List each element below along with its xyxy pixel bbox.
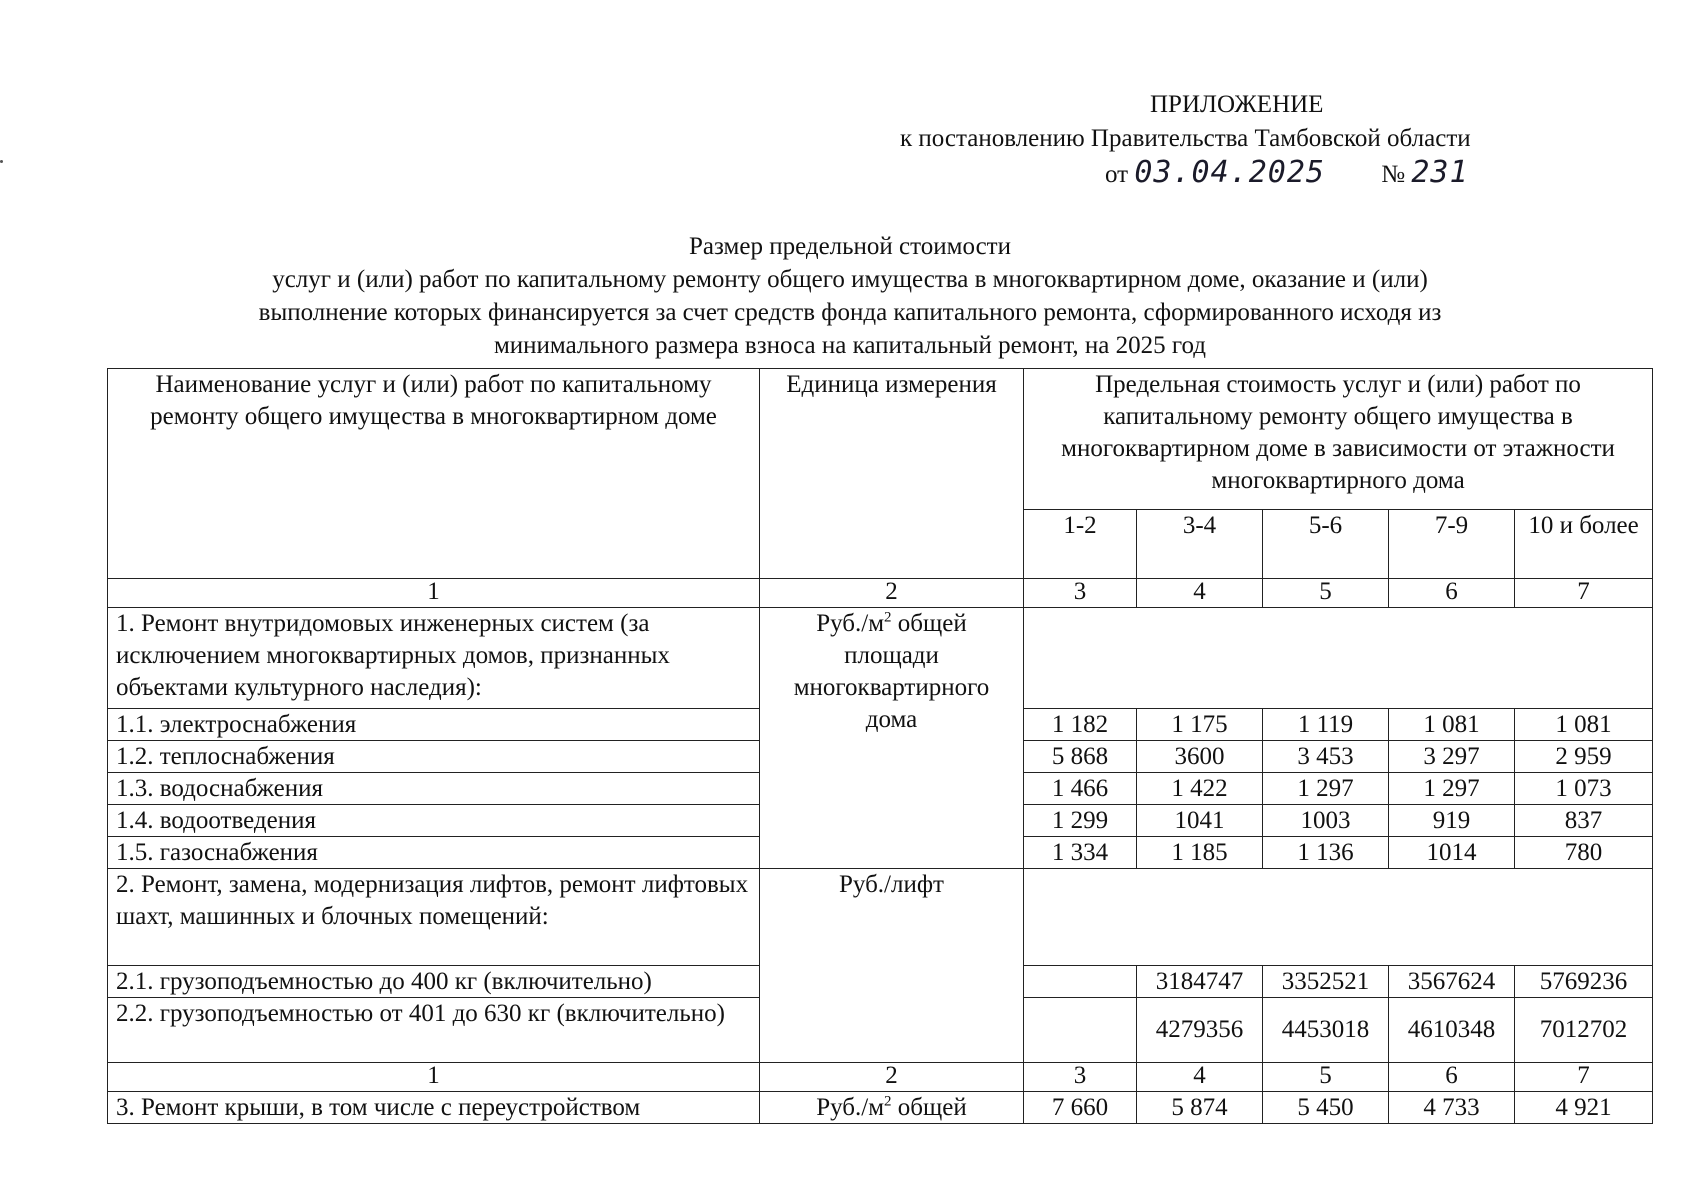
column-index: 3 <box>1024 1063 1137 1092</box>
number-prefix: № <box>1381 161 1406 188</box>
handwritten-number: 231 <box>1411 155 1469 190</box>
column-index: 7 <box>1515 579 1653 608</box>
row-value: 3567624 <box>1389 966 1515 998</box>
column-index: 2 <box>760 579 1024 608</box>
appendix-date-line <box>1105 156 1469 192</box>
row-value: 1 119 <box>1263 709 1389 741</box>
header-floor: 7-9 <box>1389 510 1515 579</box>
row-value: 3184747 <box>1137 966 1263 998</box>
appendix-title: ПРИЛОЖЕНИЕ <box>1150 91 1324 118</box>
row-value: 919 <box>1389 805 1515 837</box>
column-index: 6 <box>1389 1063 1515 1092</box>
section1-title-row <box>108 608 1653 709</box>
row-value: 1 422 <box>1137 773 1263 805</box>
section3-unit <box>760 1092 1024 1124</box>
unit-superscript: 2 <box>884 609 892 626</box>
row-value: 3 297 <box>1389 741 1515 773</box>
header-row <box>108 369 1653 510</box>
row-name: 1.4. водоотведения <box>108 805 760 837</box>
row-value: 3352521 <box>1263 966 1389 998</box>
row-value: 5769236 <box>1515 966 1653 998</box>
unit-prefix: Руб./м <box>816 610 885 637</box>
header-name: Наименование услуг и (или) работ по капитальному ремонту общего имущества в многоквартирном доме <box>108 369 760 579</box>
row-value: 1014 <box>1389 837 1515 869</box>
section1-unit <box>760 608 1024 869</box>
row-value: 4279356 <box>1137 998 1263 1063</box>
row-name: 2.2. грузоподъемностью от 401 до 630 кг (включительно) <box>108 998 760 1063</box>
row-value: 1 081 <box>1389 709 1515 741</box>
row-value <box>1024 966 1137 998</box>
column-index: 5 <box>1263 579 1389 608</box>
header-floor: 5-6 <box>1263 510 1389 579</box>
title-line-3: выполнение которых финансируется за счет средств фонда капитального ремонта, сформированного исходя из <box>258 299 1442 326</box>
row-value: 1 297 <box>1389 773 1515 805</box>
column-index: 5 <box>1263 1063 1389 1092</box>
column-index: 3 <box>1024 579 1137 608</box>
column-index: 6 <box>1389 579 1515 608</box>
row-name: 1.2. теплоснабжения <box>108 741 760 773</box>
row-value: 1 136 <box>1263 837 1389 869</box>
row-value <box>1024 998 1137 1063</box>
row-value: 5 874 <box>1137 1092 1263 1124</box>
header-floor: 1-2 <box>1024 510 1137 579</box>
column-index: 7 <box>1515 1063 1653 1092</box>
row-value: 1 185 <box>1137 837 1263 869</box>
unit-rest: общей <box>891 1094 967 1121</box>
row-value: 1 182 <box>1024 709 1137 741</box>
row-value: 780 <box>1515 837 1653 869</box>
column-index: 1 <box>108 1063 760 1092</box>
row-value: 2 959 <box>1515 741 1653 773</box>
column-index: 4 <box>1137 579 1263 608</box>
row-value: 1003 <box>1263 805 1389 837</box>
header-floor: 3-4 <box>1137 510 1263 579</box>
row-value: 5 868 <box>1024 741 1137 773</box>
row-value: 837 <box>1515 805 1653 837</box>
row-value: 1 297 <box>1263 773 1389 805</box>
row-value: 4 733 <box>1389 1092 1515 1124</box>
row-value: 1 299 <box>1024 805 1137 837</box>
page-bottom <box>0 1146 1697 1200</box>
unit-superscript: 2 <box>884 1093 892 1110</box>
row-value: 7012702 <box>1515 998 1653 1063</box>
column-index-row <box>108 1063 1653 1092</box>
row-value: 3600 <box>1137 741 1263 773</box>
unit-rest: общей площади многоквартирного дома <box>793 610 990 733</box>
title-line-1: Размер предельной стоимости <box>689 233 1011 260</box>
column-index: 2 <box>760 1063 1024 1092</box>
column-index: 4 <box>1137 1063 1263 1092</box>
scan-speck <box>0 160 3 163</box>
title-line-4: минимального размера взноса на капитальный ремонт, на 2025 год <box>493 332 1207 359</box>
section2-title-row <box>108 869 1653 966</box>
section1-title: 1. Ремонт внутридомовых инженерных систем (за исключением многоквартирных домов, признанных объектами культурного наследия): <box>108 608 760 709</box>
row-value: 1 466 <box>1024 773 1137 805</box>
row-value: 7 660 <box>1024 1092 1137 1124</box>
row-value: 1 073 <box>1515 773 1653 805</box>
section1-empty-values <box>1024 608 1653 709</box>
section2-title: 2. Ремонт, замена, модернизация лифтов, ремонт лифтовых шахт, машинных и блочных помещений: <box>108 869 760 966</box>
row-value: 1 175 <box>1137 709 1263 741</box>
section2-empty-values <box>1024 869 1653 966</box>
section2-unit: Руб./лифт <box>760 869 1024 1063</box>
row-value: 1 081 <box>1515 709 1653 741</box>
appendix-subtitle: к постановлению Правительства Тамбовской области <box>900 125 1471 152</box>
title-line-2: услуг и (или) работ по капитальному ремонту общего имущества в многоквартирном доме, оказание и (или) <box>272 266 1428 293</box>
header-unit: Единица измерения <box>760 369 1024 579</box>
unit-prefix: Руб./м <box>816 1094 885 1121</box>
row-value: 4610348 <box>1389 998 1515 1063</box>
row-value: 4453018 <box>1263 998 1389 1063</box>
row-name: 1.3. водоснабжения <box>108 773 760 805</box>
column-index: 1 <box>108 579 760 608</box>
row-value: 1041 <box>1137 805 1263 837</box>
row-value: 4 921 <box>1515 1092 1653 1124</box>
header-cost: Предельная стоимость услуг и (или) работ по капитальному ремонту общего имущества в многоквартирном доме в зависимости от этажности многоквартирного дома <box>1024 369 1653 510</box>
row-value: 3 453 <box>1263 741 1389 773</box>
document-title <box>100 230 1600 362</box>
handwritten-date: 03.04.2025 <box>1134 155 1325 190</box>
header-floor: 10 и более <box>1515 510 1653 579</box>
row-name: 3. Ремонт крыши, в том числе с переустройством <box>108 1092 760 1124</box>
date-prefix: от <box>1105 161 1129 188</box>
row-name: 2.1. грузоподъемностью до 400 кг (включительно) <box>108 966 760 998</box>
row-name: 1.1. электроснабжения <box>108 709 760 741</box>
column-index-row <box>108 579 1653 608</box>
row-name: 1.5. газоснабжения <box>108 837 760 869</box>
row-value: 1 334 <box>1024 837 1137 869</box>
row-value: 5 450 <box>1263 1092 1389 1124</box>
cost-table <box>107 368 1653 1124</box>
table-row <box>108 1092 1653 1124</box>
